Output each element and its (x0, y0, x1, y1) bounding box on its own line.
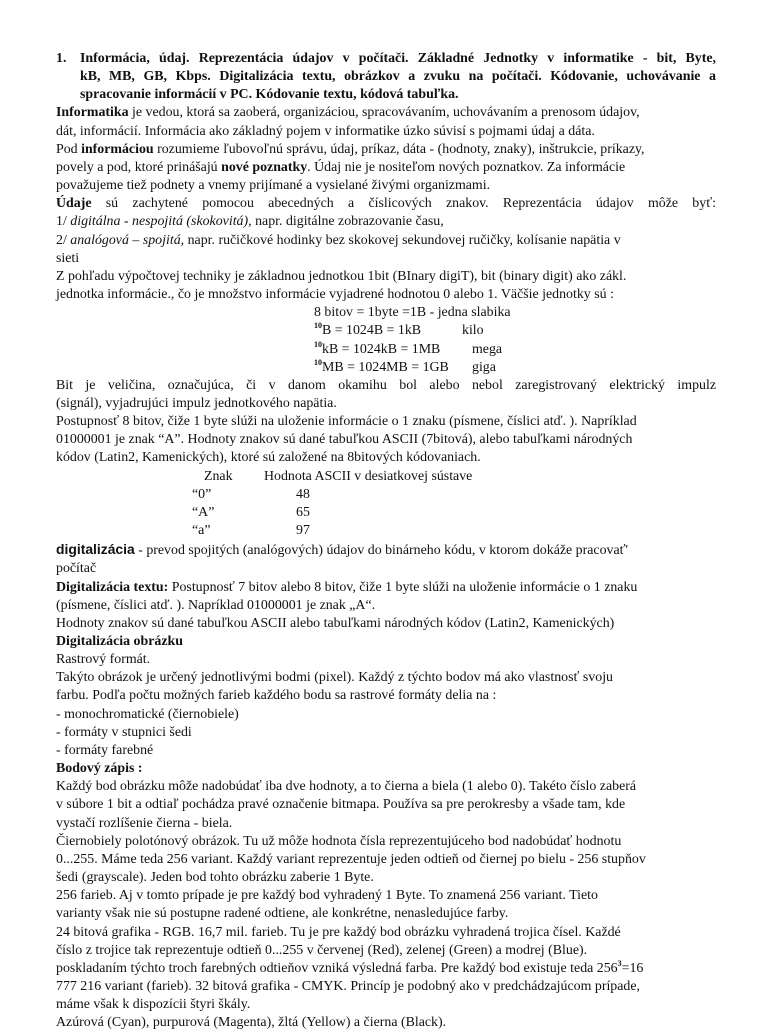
text-line: Z pohľadu výpočtovej techniky je základnou jednotkou 1bit (BInary digiT), bit (binary digit) ako zákl. (56, 268, 627, 284)
text-line: jednotka informácie., čo je množstvo informácie vyjadrené hodnotou 0 alebo 1. Väčšie jednotky sú : (56, 287, 614, 303)
ascii-char: “a” (192, 523, 211, 539)
text-line: považujeme tiež podnety a vnemy prijímané a vysielané živými organizmami. (56, 178, 491, 194)
unit-prefix: mega (472, 341, 503, 357)
unit-equation: kB = 1024kB = 1MB (322, 341, 441, 357)
ascii-table-row (192, 504, 716, 522)
section-digitalizacia-obrazku (56, 633, 716, 760)
unit-prefix: kilo (462, 323, 484, 339)
text-line: 0...255. Máme teda 256 variant. Každý variant reprezentuje jeden odtieň od čiernej po bielu - 256 stupňov (56, 851, 646, 867)
text-line: číslo z trojice tak reprezentuje odtieň 0...255 v červenej (Red), zelenej (Green) a modrej (Blue). (56, 942, 588, 958)
paragraph-digitalizacia (56, 540, 716, 578)
text-line: Hodnoty znakov sú dané tabuľkou ASCII alebo tabuľkami národných kódov (Latin2, Kamenických) (56, 615, 615, 631)
ascii-table-row (192, 522, 716, 540)
text-line: Rastrový formát. (56, 652, 151, 668)
text-fragment: Pod (56, 141, 82, 157)
text-line: sú zachytené pomocou abecedných a číslicových znakov. Reprezentácia údajov môže byť: (91, 196, 716, 212)
text-line: 256 farieb. Aj v tomto prípade je pre každý bod vyhradený 1 Byte. To znamená 256 variant. Tieto (56, 888, 598, 904)
text-fragment: povely a pod, ktoré prinášajú (56, 159, 222, 175)
text-line: Takýto obrázok je určený jednotlivými bodmi (pixel). Každý z týchto bodov má ako vlastnosť svoju (56, 670, 613, 686)
list-item: - formáty v stupnici šedi (56, 724, 192, 740)
text-line: Každý bod obrázku môže nadobúdať iba dve hodnoty, a to čierna a biela (1 alebo 0). Takéto číslo zaberá (56, 779, 637, 795)
term-analogova: analógová – spojitá (70, 232, 181, 248)
ascii-table-header (204, 468, 716, 486)
text-line: Postupnosť 8 bitov, čiže 1 byte slúži na uloženie informácie o 1 znaku (písmene, číslici atď. ). Napríklad (56, 414, 637, 430)
text-line: 01000001 je znak “A”. Hodnoty znakov sú dané tabuľkou ASCII (7bitová), alebo tabuľkami národných (56, 432, 633, 448)
section-heading (56, 50, 716, 104)
ascii-value: 65 (296, 504, 310, 520)
paragraph-digitalizacia-textu (56, 579, 716, 633)
text-fragment: , napr. ručičkové hodinky bez skokovej sekundovej ručičky, kolísanie napätia v (180, 232, 621, 248)
subheading-bodovy-zapis: Bodový zápis : (56, 761, 143, 777)
text-line: šedi (grayscale). Jeden bod tohto obrázku zaberie 1 Byte. (56, 870, 374, 886)
term-digitalna: digitálna - nespojitá (skokovitá) (70, 214, 249, 230)
text-line: (signál), vyjadrujúci impulz jednotkového napätia. (56, 395, 337, 411)
subheading-digitalizacia-obrazku: Digitalizácia obrázku (56, 634, 183, 649)
paragraph-bit-definition (56, 377, 716, 413)
list-marker: 2/ (56, 232, 71, 248)
unit-exponent: 10 (314, 357, 322, 367)
ascii-char: “A” (192, 504, 215, 520)
heading-line-1: Informácia, údaj. Reprezentácia údajov v počítači. Základné Jednotky v informatike - bit, Byte, (80, 51, 716, 66)
paragraph-informatika (56, 104, 716, 140)
text-line: farbu. Podľa počtu možných farieb každého bodu sa rastrové formáty delia na : (56, 688, 497, 704)
paragraph-bit-intro (56, 268, 716, 304)
text-line: Čiernobiely polotónový obrázok. Tu už môže hodnota čísla reprezentujúceho bod nadobúdať hodnotu (56, 833, 622, 849)
document-page (56, 50, 716, 1032)
heading-line-3: spracovanie informácií v PC. Kódovanie textu, kódová tabuľka. (80, 87, 459, 103)
column-header-value: Hodnota ASCII v desiatkovej sústave (264, 468, 473, 484)
section-bodovy-zapis (56, 760, 716, 1032)
unit-row (314, 341, 716, 359)
text-fragment: Postupnosť 7 bitov alebo 8 bitov, čiže 1 byte slúži na uloženie informácie o 1 znaku (168, 579, 638, 595)
text-line: (písmene, číslici atď. ). Napríklad 01000001 je znak „A“. (56, 597, 376, 613)
unit-equation: MB = 1024MB = 1GB (322, 359, 449, 375)
term-digitalizacia: digitalizácia (56, 541, 135, 558)
list-item: - monochromatické (čiernobiele) (56, 706, 239, 722)
paragraph-informacia (56, 141, 716, 195)
term-nove-poznatky: nové poznatky (221, 159, 308, 175)
ascii-table-row (192, 486, 716, 504)
text-line: dát, informácií. Informácia ako základný pojem v informatike úzko súvisí s pojmami údaj a dáta. (56, 123, 595, 139)
unit-row (314, 304, 716, 322)
paragraph-udaje (56, 195, 716, 268)
unit-equation: B = 1024B = 1kB (322, 323, 422, 339)
text-line: máme však k dispozícii štyri škály. (56, 997, 251, 1013)
unit-row (314, 322, 716, 340)
text-line: 777 216 variant (farieb). 32 bitová grafika - CMYK. Princíp je podobný ako v predchádzajúcom prípade, (56, 978, 641, 994)
text-line: je vedou, ktorá sa zaoberá, organizáciou, spracovávaním, uchovávaním a prenosom údajov, (128, 105, 640, 121)
text-line: kódov (Latin2, Kamenických), ktoré sú založené na 8bitových kódovaniach. (56, 450, 481, 466)
text-line: vystačí rozlíšenie čierna - biela. (56, 815, 233, 831)
text-line: Bit je veličina, označujúca, či v danom okamihu bol alebo nebol zaregistrovaný elektrický impulz (56, 377, 716, 393)
exponent: 3 (617, 958, 622, 968)
text-fragment: - prevod spojitých (analógových) údajov do binárneho kódu, v ktorom dokáže pracovať' (134, 543, 629, 559)
heading-number: 1. (56, 51, 67, 66)
text-line: Azúrová (Cyan), purpurová (Magenta), žltá (Yellow) a čierna (Black). (56, 1015, 447, 1031)
text-line: počítač (56, 561, 97, 577)
heading-line-2: kB, MB, GB, Kbps. Digitalizácia textu, obrázkov a zvuku na počítači. Kódovanie, uchovávanie a (80, 69, 716, 85)
list-item: - formáty farebné (56, 742, 154, 758)
term-informacia: informáciou (81, 141, 154, 157)
paragraph-ascii (56, 413, 716, 467)
ascii-char: “0” (192, 486, 212, 502)
ascii-value: 48 (296, 486, 310, 502)
text-line: varianty však nie sú postupne radené odtiene, ale konkrétne, nenasledujúce farby. (56, 906, 509, 922)
column-header-char: Znak (204, 468, 233, 484)
text-fragment: . Údaj nie je nositeľom nových poznatkov. Za informácie (307, 159, 626, 175)
unit-row (314, 359, 716, 377)
term-udaje: Údaje (56, 196, 92, 212)
text-fragment: poskladaním týchto troch farebných odtieňov vzniká výsledná farba. Pre každý bod existuje teda 256 (56, 960, 618, 976)
text-fragment: , napr. digitálne zobrazovanie času, (248, 214, 444, 230)
list-marker: 1/ (56, 214, 71, 230)
ascii-table (56, 468, 716, 541)
ascii-value: 97 (296, 523, 310, 539)
unit-exponent: 10 (314, 339, 322, 349)
unit-exponent: 10 (314, 321, 322, 331)
unit-prefix: giga (472, 359, 496, 375)
text-line: sieti (56, 250, 80, 266)
units-list (314, 304, 716, 377)
text-line: v súbore 1 bit a odtiaľ pochádza pravé označenie bitmapa. Používa sa pre perokresby a všade tam, kde (56, 797, 626, 813)
term-informatika: Informatika (56, 105, 129, 121)
unit-equation: 8 bitov = 1byte =1B - jedna slabika (314, 305, 511, 321)
text-fragment: =16 (621, 960, 644, 976)
text-line: rozumieme ľubovoľnú správu, údaj, príkaz, dáta - (hodnoty, znaky), inštrukcie, príkazy, (153, 141, 645, 157)
text-line: 24 bitová grafika - RGB. 16,7 mil. farieb. Tu je pre každý bod obrázku vyhradená trojica čísel. Každé (56, 924, 621, 940)
term-digitalizacia-textu: Digitalizácia textu: (56, 579, 169, 595)
